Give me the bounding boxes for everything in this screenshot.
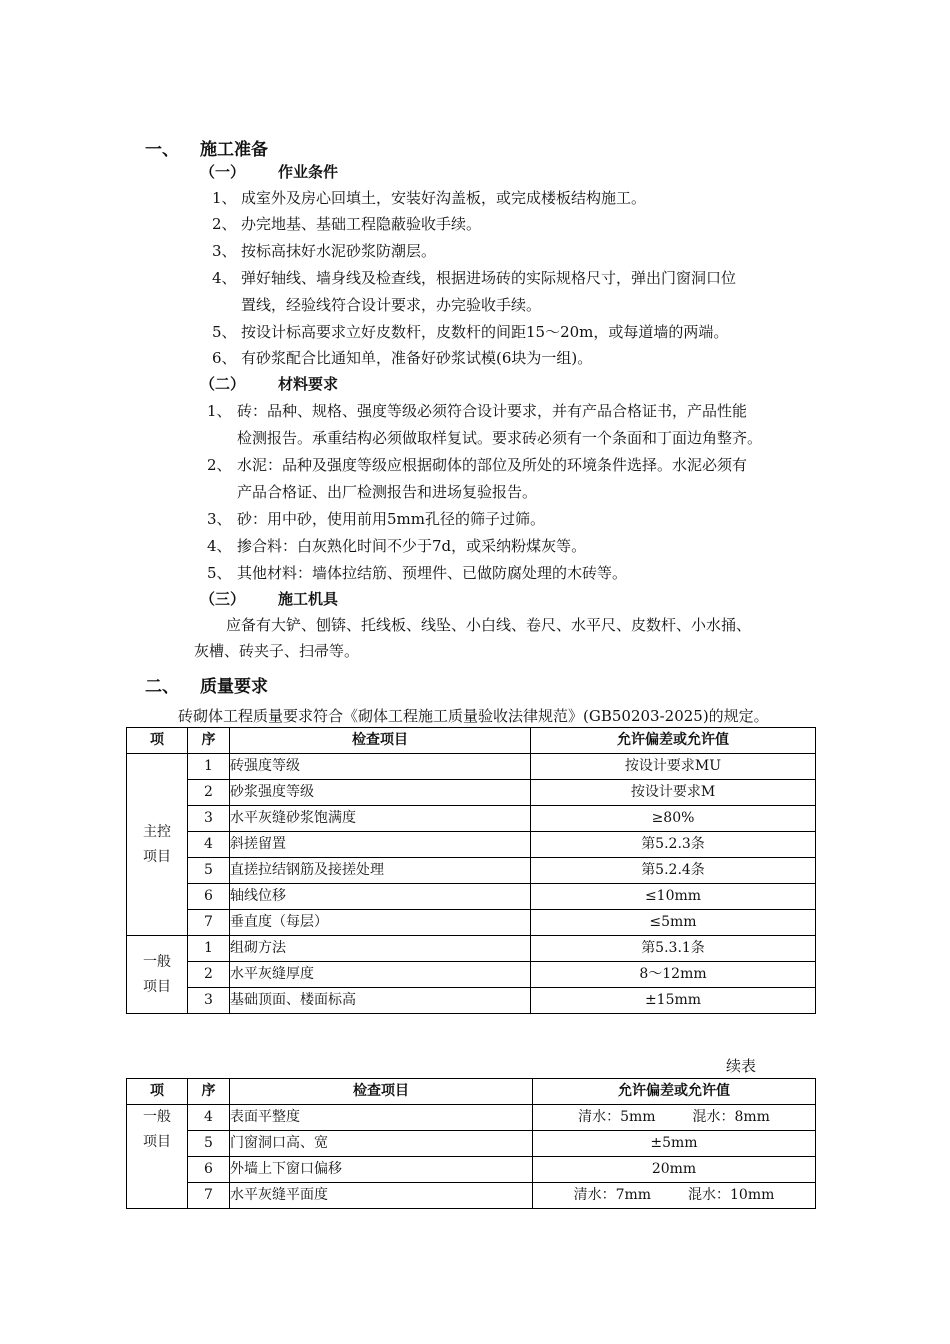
table-row xyxy=(127,936,816,962)
seq-cell: 2 xyxy=(188,780,230,806)
list-item-text: 按设计标高要求立好皮数杆，皮数杆的间距15～20m，或每道墙的两端。 xyxy=(241,323,729,341)
column-header: 序 xyxy=(188,1079,230,1105)
section-title: 质量要求 xyxy=(200,677,268,697)
column-header: 项 xyxy=(127,728,188,754)
list-item-text: 掺合料：白灰熟化时间不少于7d，或采纳粉煤灰等。 xyxy=(237,537,587,555)
seq-cell: 5 xyxy=(188,1131,230,1157)
list-item-number: 5、 xyxy=(207,564,232,582)
subsection-label: （一） xyxy=(200,163,246,181)
list-item-text: 其他材料：墙体拉结筋、预埋件、已做防腐处理的木砖等。 xyxy=(237,564,628,582)
value-cell xyxy=(533,1183,816,1209)
seq-cell: 4 xyxy=(188,1105,230,1131)
seq-cell: 4 xyxy=(188,832,230,858)
value-cell: 20mm xyxy=(533,1157,816,1183)
column-header: 项 xyxy=(127,1079,188,1105)
table-row xyxy=(127,1131,816,1157)
column-header: 检查项目 xyxy=(230,1079,533,1105)
group-label: 一般 xyxy=(143,1109,171,1125)
group-label: 一般 xyxy=(143,953,171,970)
seq-cell: 1 xyxy=(188,754,230,780)
table-row xyxy=(127,754,816,780)
list-item-number: 2、 xyxy=(207,456,232,474)
item-cell: 斜搓留置 xyxy=(230,832,531,858)
item-cell: 砂浆强度等级 xyxy=(230,780,531,806)
item-cell: 表面平整度 xyxy=(230,1105,533,1131)
column-header: 允许偏差或允许值 xyxy=(531,728,816,754)
seq-cell: 3 xyxy=(188,806,230,832)
item-cell: 水平灰缝平面度 xyxy=(230,1183,533,1209)
list-item-number: 3、 xyxy=(207,510,232,528)
value-cell: ≤5mm xyxy=(531,910,816,936)
table-row xyxy=(127,806,816,832)
group-label: 主控 xyxy=(143,823,171,840)
subsection-label: （二） xyxy=(200,375,246,393)
value-cell: 8～12mm xyxy=(531,962,816,988)
section-number: 一、 xyxy=(145,140,179,160)
item-cell: 砖强度等级 xyxy=(230,754,531,780)
value-cell: 第5.3.1条 xyxy=(531,936,816,962)
table-row xyxy=(127,910,816,936)
value-cell: 按设计要求MU xyxy=(531,754,816,780)
column-header: 允许偏差或允许值 xyxy=(533,1079,816,1105)
seq-cell: 6 xyxy=(188,1157,230,1183)
list-item-number: 6、 xyxy=(212,349,237,367)
list-item-number: 1、 xyxy=(207,402,232,420)
item-cell: 水平灰缝厚度 xyxy=(230,962,531,988)
item-cell: 外墙上下窗口偏移 xyxy=(230,1157,533,1183)
list-item-text: 砂：用中砂，使用前用5mm孔径的筛子过筛。 xyxy=(237,510,545,528)
group-label: 项目 xyxy=(143,978,171,995)
table-row xyxy=(127,962,816,988)
seq-cell: 2 xyxy=(188,962,230,988)
table-row xyxy=(127,988,816,1014)
list-item-text: 砖：品种、规格、强度等级必须符合设计要求，并有产品合格证书，产品性能 xyxy=(237,402,748,420)
subsection-title: 材料要求 xyxy=(278,375,339,393)
column-header: 检查项目 xyxy=(230,728,531,754)
item-cell: 基础顶面、楼面标高 xyxy=(230,988,531,1014)
section-title: 施工准备 xyxy=(200,140,268,160)
seq-cell: 7 xyxy=(188,1183,230,1209)
table-row xyxy=(127,884,816,910)
seq-cell: 7 xyxy=(188,910,230,936)
list-item-text: 有砂浆配合比通知单，准备好砂浆试模(6块为一组)。 xyxy=(241,349,593,367)
group-cell-general xyxy=(127,936,188,1014)
value-cell: 按设计要求M xyxy=(531,780,816,806)
value-cell xyxy=(533,1105,816,1131)
list-item-text: 按标高抹好水泥砂浆防潮层。 xyxy=(241,242,437,260)
group-label: 项目 xyxy=(143,848,171,865)
seq-cell: 1 xyxy=(188,936,230,962)
list-item-text-continued: 置线，经验线符合设计要求，办完验收手续。 xyxy=(241,296,542,314)
list-item-text-continued: 检测报告。承重结构必须做取样复试。要求砖必须有一个条面和丁面边角整齐。 xyxy=(237,429,763,447)
list-item-text: 水泥：品种及强度等级应根据砌体的部位及所处的环境条件选择。水泥必须有 xyxy=(237,456,748,474)
table-row xyxy=(127,858,816,884)
seq-cell: 3 xyxy=(188,988,230,1014)
seq-cell: 6 xyxy=(188,884,230,910)
table-row xyxy=(127,780,816,806)
quality-table xyxy=(126,727,816,1014)
item-cell: 门窗洞口高、宽 xyxy=(230,1131,533,1157)
column-header: 序 xyxy=(188,728,230,754)
subsection-label: （三） xyxy=(200,590,246,608)
value-part: 清水：5mm xyxy=(578,1109,656,1125)
value-cell: ≤10mm xyxy=(531,884,816,910)
section-intro: 砖砌体工程质量要求符合《砌体工程施工质量验收法律规范》(GB50203-2025)的规定。 xyxy=(178,707,769,725)
table-row xyxy=(127,1105,816,1131)
quality-table-continued xyxy=(126,1078,816,1209)
list-item-number: 3、 xyxy=(212,242,237,260)
group-cell-general xyxy=(127,1105,188,1209)
group-cell-main xyxy=(127,754,188,936)
section-number: 二、 xyxy=(145,677,179,697)
value-cell: ±15mm xyxy=(531,988,816,1014)
list-item-number: 4、 xyxy=(212,269,237,287)
list-item-text-continued: 产品合格证、出厂检测报告和进场复验报告。 xyxy=(237,483,538,501)
paragraph-text: 应备有大铲、刨锛、托线板、线坠、小白线、卷尺、水平尺、皮数杆、小水捅、 xyxy=(226,616,752,634)
paragraph-text-continued: 灰槽、砖夹子、扫帚等。 xyxy=(194,642,360,660)
value-cell: 第5.2.4条 xyxy=(531,858,816,884)
value-cell: ≥80% xyxy=(531,806,816,832)
value-part: 清水：7mm xyxy=(573,1187,652,1203)
table-header-row xyxy=(127,728,816,754)
item-cell: 轴线位移 xyxy=(230,884,531,910)
table-row xyxy=(127,1183,816,1209)
list-item-text: 办完地基、基础工程隐蔽验收手续。 xyxy=(241,215,482,233)
table-row xyxy=(127,832,816,858)
list-item-number: 2、 xyxy=(212,215,237,233)
item-cell: 垂直度（每层） xyxy=(230,910,531,936)
table-row xyxy=(127,1157,816,1183)
list-item-number: 5、 xyxy=(212,323,237,341)
list-item-text: 成室外及房心回填土，安装好沟盖板，或完成楼板结构施工。 xyxy=(241,189,647,207)
list-item-number: 4、 xyxy=(207,537,232,555)
continued-label: 续表 xyxy=(726,1057,757,1075)
item-cell: 直搓拉结钢筋及接搓处理 xyxy=(230,858,531,884)
value-part: 混水：8mm xyxy=(692,1109,770,1125)
item-cell: 水平灰缝砂浆饱满度 xyxy=(230,806,531,832)
list-item-number: 1、 xyxy=(212,189,237,207)
value-cell: 第5.2.3条 xyxy=(531,832,816,858)
item-cell: 组砌方法 xyxy=(230,936,531,962)
table-header-row xyxy=(127,1079,816,1105)
list-item-text: 弹好轴线、墙身线及检查线，根据进场砖的实际规格尺寸，弹出门窗洞口位 xyxy=(241,269,737,287)
subsection-title: 作业条件 xyxy=(278,163,339,181)
value-cell: ±5mm xyxy=(533,1131,816,1157)
value-part: 混水：10mm xyxy=(688,1187,775,1203)
seq-cell: 5 xyxy=(188,858,230,884)
group-label: 项目 xyxy=(143,1134,171,1150)
subsection-title: 施工机具 xyxy=(278,590,339,608)
